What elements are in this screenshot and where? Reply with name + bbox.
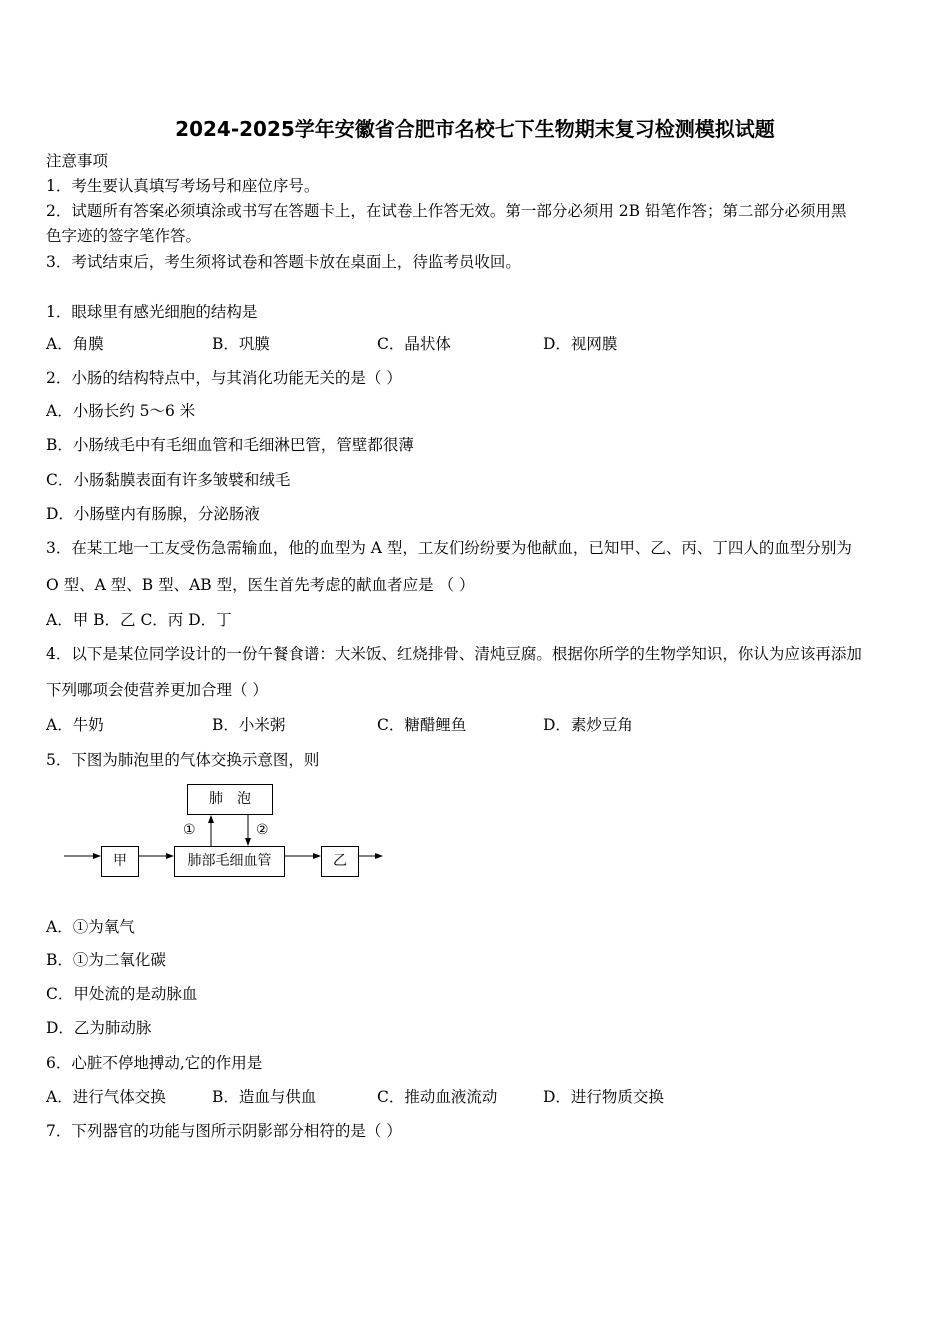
option: D．进行物质交换	[543, 1088, 664, 1106]
option: B．小肠绒毛中有毛细血管和毛细淋巴管，管壁都很薄	[46, 436, 414, 454]
label-2: ②	[256, 822, 269, 838]
option: D．视网膜	[543, 335, 618, 353]
question-7: 7．下列器官的功能与图所示阴影部分相符的是（ ）	[46, 1122, 402, 1140]
option: A．①为氧气	[46, 918, 135, 936]
option: D．小肠壁内有肠腺，分泌肠液	[46, 505, 260, 523]
question-3-cont: O 型、A 型、B 型、AB 型，医生首先考虑的献血者应是 （ ）	[46, 576, 475, 594]
label-1: ①	[183, 822, 196, 838]
capillary-box: 肺部毛细血管	[174, 846, 285, 877]
option: D．乙为肺动脉	[46, 1019, 152, 1037]
yi-box: 乙	[321, 846, 359, 877]
notice-heading: 注意事项	[46, 152, 109, 170]
notice-item: 2．试题所有答案必须填涂或书写在答题卡上，在试卷上作答无效。第一部分必须用 2B 铅笔作答；第二部分必须用黑	[46, 202, 847, 220]
option: A．牛奶	[46, 716, 104, 734]
alveolus-box: 肺 泡	[187, 784, 273, 815]
notice-item: 1．考生要认真填写考场号和座位序号。	[46, 177, 320, 195]
question-6: 6．心脏不停地搏动,它的作用是	[46, 1054, 263, 1072]
notice-item: 3．考试结束后，考生须将试卷和答题卡放在桌面上，待监考员收回。	[46, 253, 521, 271]
option: C．推动血液流动	[377, 1088, 498, 1106]
options: A．甲 B．乙 C．丙 D．丁	[46, 611, 232, 629]
option: C．甲处流的是动脉血	[46, 985, 198, 1003]
option: B．巩膜	[212, 335, 270, 353]
option: B．小米粥	[212, 716, 286, 734]
option: C．小肠黏膜表面有许多皱襞和绒毛	[46, 471, 291, 489]
notice-item: 色字迹的签字笔作答。	[46, 227, 202, 245]
option: A．进行气体交换	[46, 1088, 166, 1106]
page-title: 2024-2025学年安徽省合肥市名校七下生物期末复习检测模拟试题	[175, 117, 775, 141]
question-1: 1．眼球里有感光细胞的结构是	[46, 303, 258, 321]
question-3: 3．在某工地一工友受伤急需输血，他的血型为 A 型，工友们纷纷要为他献血，已知甲、乙、丙、丁四人的血型分别为	[46, 539, 852, 557]
option: A．小肠长约 5～6 米	[46, 402, 196, 420]
question-5: 5．下图为肺泡里的气体交换示意图，则	[46, 751, 320, 769]
question-4: 4．以下是某位同学设计的一份午餐食谱：大米饭、红烧排骨、清炖豆腐。根据你所学的生物学知识，你认为应该再添加	[46, 645, 862, 663]
jia-box: 甲	[101, 846, 139, 877]
option: C．糖醋鲤鱼	[377, 716, 467, 734]
question-4-cont: 下列哪项会使营养更加合理（ ）	[46, 681, 268, 699]
option: D．素炒豆角	[543, 716, 633, 734]
option: B．造血与供血	[212, 1088, 317, 1106]
option: A．角膜	[46, 335, 104, 353]
question-2: 2．小肠的结构特点中，与其消化功能无关的是（ ）	[46, 369, 402, 387]
option: C．晶状体	[377, 335, 451, 353]
option: B．①为二氧化碳	[46, 951, 166, 969]
